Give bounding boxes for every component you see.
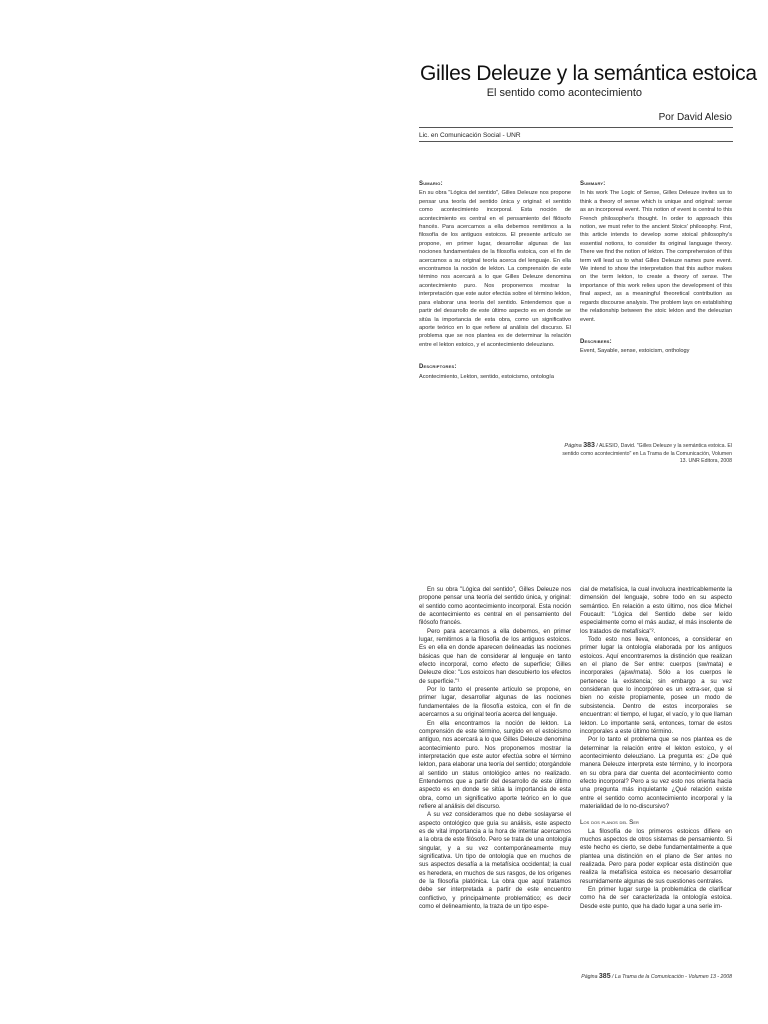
abstract-spanish-text: En su obra "Lógica del sentido", Gilles Deleuze nos propone pensar una teoría del sentido única y original: el sentido como acontecimiento incorporal. Esta noción de acontecimiento es central en el pensamiento del filósofo francés. Para acercarnos a ella debemos remitirnos a la filosofía de los antiguos estoicos. El presente artículo se propone, en primer lugar, desarrollar algunas de las nociones fundamentales de la filosofía estoica, con el fin de acercarnos a su original teoría acerca del lenguaje. En ella encontramos la noción de lekton. La comprensión de este término nos acercará a lo que Gilles Deleuze denomina acontecimiento puro. Nos proponemos mostrar la interpretación que este autor efectúa sobre el término lekton, para elaborar una teoría del sentido. Entendemos que a partir del desarrollo de este último aspecto es en donde se sitúa la importancia de esta obra, como un significativo aporte teórico en lo que refiere al análisis del discurso. El problema que se nos plantea es de determinar la relación entre el lekton estoico, y el acontecimiento deleuziano. xyxy=(419,190,571,348)
citation-page-label: Página xyxy=(564,443,582,449)
body-paragraph: A su vez consideramos que no debe soslayarse el aspecto ontológico que guía su análisis, este aspecto es de vital importancia a la hora de intentar acercarnos a la obra de este filósofo. Pero se trata de una ontología singular, y a su vez contemporáneamente muy significativa. Un tipo de ontología que en muchos de sus aspectos desafía a la metafísica occidental; la cual es heredera, en muchos de sus rasgos, de los orígenes de la filosofía platónica. La obra que aquí tratamos debe ser interpretada a partir de este encuentro conflictivo, y principalmente problemático; es decir como el delineamiento, la traza de un tipo espe- xyxy=(419,811,571,911)
body-paragraph: Todo esto nos lleva, entonces, a considerar en primer lugar la ontología elaborada por los antiguos estoicos. Aquí encontraremos la distinción que realizan en el plano de Ser entre: cuerpos (sw/mata) e incorporales (ajsw/mata). Sólo a los cuerpos le pertenece la existencia; sin embargo a su vez consideran que lo incorpóreo es un extra-ser, que si bien no existe propiamente, posee un modo de subsistencia. Dentro de estos incorporales se encuentran: el tiempo, el lugar, el vacío, y lo que llaman lekton. Lo importante será, entonces, tomar de estos incorporales a este último término. xyxy=(580,636,732,735)
header-rule-top xyxy=(419,127,733,128)
body-paragraph: En ella encontramos la noción de lekton. La comprensión de este término, surgido en el estoicismo antiguo, nos acercará a lo que Gilles Deleuze denomina acontecimiento puro. Nos proponemos mostrar la interpretación que este autor efectúa sobre el término lekton, para elaborar una teoría del sentido; otorgándole al sentido un status ontológico antes no realizado. Entendemos que a partir del desarrollo de este último aspecto es en donde se sitúa la importancia de esta obra, como un significativo aporte teórico en lo que refiere al análisis del discurso. xyxy=(419,719,571,810)
keywords-spanish: Acontecimiento, Lekton, sentido, estoicismo, ontología xyxy=(419,373,554,380)
article-subtitle: El sentido como acontecimiento xyxy=(486,87,642,99)
abstract-english-heading: Summary: xyxy=(580,181,606,187)
citation-text: / ALESIO, David. "Gilles Deleuze y la semántica estoica. El sentido como acontecimiento" en La Trama de la Comunicación, Volumen 13. UNR Editora, 2008 xyxy=(562,443,732,464)
footer-page-number: 385 xyxy=(598,973,611,980)
abstract-english xyxy=(580,180,732,356)
body-paragraph: Por lo tanto el presente artículo se propone, en primer lugar, desarrollar algunas de las nociones fundamentales de la filosofía estoica, con el fin de acercarnos a su original teoría acerca del lenguaje. xyxy=(419,686,571,719)
citation-block xyxy=(560,442,732,466)
body-paragraph: En su obra "Lógica del sentido", Gilles Deleuze nos propone pensar una teoría del sentido única, y original: el sentido como acontecimiento incorporal. Esta noción de acontecimiento es central en el pensamiento del filósofo francés. xyxy=(419,586,571,627)
section-heading: Los dos planos del Ser xyxy=(580,819,639,827)
page-footer xyxy=(560,973,732,980)
author-line: Por David Alesio xyxy=(658,112,732,123)
body-column-2 xyxy=(580,586,732,911)
header-rule-bottom xyxy=(419,141,733,142)
abstract-english-text: In his work The Logic of Sense, Gilles Deleuze invites us to think a theory of sense which is unique and original: sense as an incorporeal event. This notion of event is central to this French philosopher's thought. In order to approach this notion, we must refer to the ancient Stoics' philosophy. First, this article intends to develop some stoical philosophy's essential notions, to consider its original language theory. There we find the notion of lekton. The comprehension of this term will lead us to what Gilles Deleuze names pure event. We intend to show the interpretation that this author makes on the term lekton, to create a theory of sense. The importance of this work relies upon the development of this final aspect, as a meaningful theoretical contribution as regards discourse analysis. The problem lays on establishing the relationship between the stoic lekton and the deleuzian event. xyxy=(580,190,732,323)
body-paragraph: cial de metafísica, la cual involucra inextricablemente la dimensión del lenguaje, sobre todo en su aspecto semántico. En relación a esto último, nos dice Michel Foucault: "Lógica del Sentido debe ser leído especialmente como el más audaz, el más insolente de los tratados de metafísica"². xyxy=(580,586,732,635)
keywords-spanish-heading: Descriptores: xyxy=(419,364,457,371)
citation-page-number: 383 xyxy=(583,442,595,449)
keywords-english-heading: Describers: xyxy=(580,338,612,345)
keywords-english: Event, Sayable, sense, estoicism, onthology xyxy=(580,348,690,355)
affiliation: Lic. en Comunicación Social - UNR xyxy=(419,132,521,139)
footer-text: / La Trama de la Comunicación - Volumen 13 - 2008 xyxy=(612,974,732,980)
body-paragraph: La filosofía de los primeros estoicos difiere en muchos aspectos de otros sistemas de pensamiento. Si este hecho es cierto, se debe fundamentalmente a que plantea una distinción en el plano de Ser antes no realizada. Pero para poder explicar esta distinción que realiza la metafísica estoica es necesario desarrollar resumidamente algunas de sus cuestiones centrales. xyxy=(580,827,732,885)
body-paragraph: Pero para acercarnos a ella debemos, en primer lugar, remitirnos a la filosofía de los antiguos estoicos. Es en ella en donde aparecen delineadas las nociones básicas que han de considerar al lenguaje en tanto efecto incorporal, como efecto de superficie; Gilles Deleuze dice: "Los estoicos han descubierto los efectos de superficie."¹ xyxy=(419,627,571,685)
body-paragraph: En primer lugar surge la problemática de clarificar como ha de ser caracterizada la ontología estoica. Desde este punto, que ha dado lugar a una serie im- xyxy=(580,886,732,910)
abstract-spanish-heading: Sumario: xyxy=(419,181,443,187)
body-paragraph: Por lo tanto el problema que se nos plantea es de determinar la relación entre el lekton estoico, y el acontecimiento deleuziano. La pregunta es: ¿De qué manera Deleuze interpreta este término, y lo incorpora en su obra para dar cuenta del acontecimiento como efecto incorporal? Pero a su vez esto nos orienta hacia una pregunta más inquietante ¿Qué relación existe entre el sentido como acontecimiento incorporal y la materialidad de lo no-discursivo? xyxy=(580,736,732,810)
article-title: Gilles Deleuze y la semántica estoica xyxy=(420,62,757,85)
footer-page-label: Página xyxy=(581,974,598,980)
abstract-spanish xyxy=(419,180,571,381)
body-column-1 xyxy=(419,586,571,911)
